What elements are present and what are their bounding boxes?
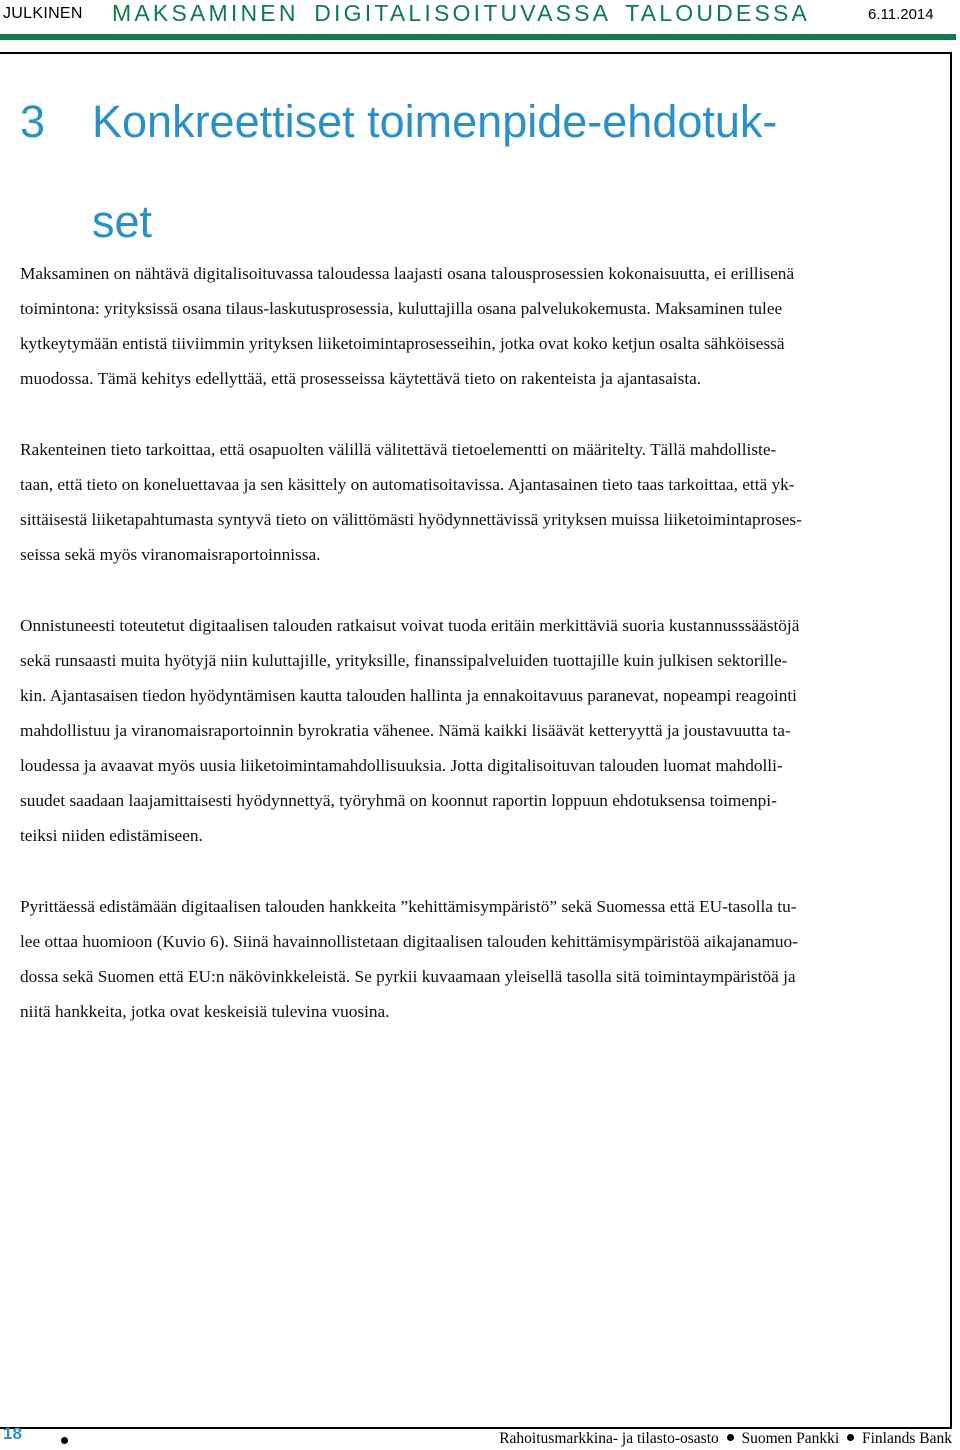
text-line: taan, että tieto on koneluettavaa ja sen käsittely on automatisoitavissa. Ajantasainen tieto taas tarkoittaa, että yk- <box>20 475 795 494</box>
text-line: teiksi niiden edistämiseen. <box>20 826 203 845</box>
paragraph-2 <box>20 432 935 572</box>
paragraph-1 <box>20 256 935 396</box>
text-line: Onnistuneesti toteutetut digitaalisen talouden ratkaisut voivat tuoda eritäin merkittäviä suoria kustannusssäästöjä <box>20 616 800 635</box>
text-line: mahdollistuu ja viranomaisraportoinnin byrokratia vähenee. Nämä kaikki lisäävät ketteryyttä ja joustavuutta ta- <box>20 721 791 740</box>
text-line: sekä runsaasti muita hyötyjä niin kuluttajille, yrityksille, finanssipalveluiden tuottajille kuin julkisen sektorille- <box>20 651 788 670</box>
section-heading <box>20 72 777 272</box>
text-line: lee ottaa huomioon (Kuvio 6). Siinä havainnollistetaan digitaalisen talouden kehittämisympäristöä aikajanamuo- <box>20 932 798 951</box>
text-line: dossa sekä Suomen että EU:n näkövinkkeleistä. Se pyrkii kuvaamaan yleisellä tasolla sitä toimintaympäristöä ja <box>20 967 796 986</box>
text-line: Rakenteinen tieto tarkoittaa, että osapuolten välillä välitettävä tietoelementti on määritelty. Tällä mahdolliste- <box>20 440 777 459</box>
text-line: suudet saadaan laajamittaisesti hyödynnettyä, työryhmä on koonnut raportin loppuun ehdotuksensa toimenpi- <box>20 791 777 810</box>
classification-label: JULKINEN <box>3 5 83 22</box>
footer-department: Rahoitusmarkkina- ja tilasto-osasto <box>499 1430 719 1447</box>
body-text <box>20 256 935 1065</box>
bullet-icon <box>727 1434 734 1441</box>
text-line: sittäisestä liiketapahtumasta syntyvä tieto on välittömästi hyödynnettävissä yrityksen muissa liiketoimintaproses- <box>20 510 802 529</box>
bullet-icon <box>61 1437 68 1444</box>
header-accent-bar <box>0 34 956 40</box>
text-line: kin. Ajantasaisen tiedon hyödyntämisen kautta talouden hallinta ja ennakoitavuus paranevat, nopeampi reagointi <box>20 686 797 705</box>
section-title-line1: Konkreettiset toimenpide-ehdotuk- <box>92 96 778 147</box>
paragraph-3 <box>20 608 935 853</box>
text-line: Maksaminen on nähtävä digitalisoituvassa taloudessa laajasti osana talousprosessien kokonaisuutta, ei erillisenä <box>20 264 795 283</box>
text-line: niitä hankkeita, jotka ovat keskeisiä tulevina vuosina. <box>20 1002 390 1021</box>
document-date: 6.11.2014 <box>868 6 934 23</box>
text-line: seissa sekä myös viranomaisraportoinnissa. <box>20 545 321 564</box>
bullet-icon <box>847 1434 854 1441</box>
footer-rule <box>0 1427 952 1429</box>
footer-bank-sv: Finlands Bank <box>862 1430 952 1447</box>
text-line: muodossa. Tämä kehitys edellyttää, että prosesseissa käytettävä tieto on rakenteista ja ajantasaista. <box>20 369 702 388</box>
section-title-line2: set <box>92 196 153 247</box>
text-line: Pyrittäessä edistämään digitaalisen talouden hankkeita ”kehittämisympäristö” sekä Suomessa että EU-tasolla tu- <box>20 897 797 916</box>
text-line: loudessa ja avaavat myös uusia liiketoimintamahdollisuuksia. Jotta digitalisoituvan talouden luomat mahdolli- <box>20 756 783 775</box>
text-line: kytkeytymään entistä tiiviimmin yrityksen liiketoimintaprosesseihin, jotka ovat koko ketjun osalta sähköisessä <box>20 334 785 353</box>
page-header <box>0 0 960 38</box>
document-title: MAKSAMINEN DIGITALISOITUVASSA TALOUDESSA <box>112 0 811 26</box>
text-line: toimintona: yrityksissä osana tilaus-laskutusprosessia, kuluttajilla osana palvelukokemusta. Maksaminen tulee <box>20 299 783 318</box>
footer-bank-fi: Suomen Pankki <box>741 1430 840 1447</box>
footer-attribution <box>499 1430 952 1448</box>
page-number: 18 <box>3 1424 22 1443</box>
paragraph-4 <box>20 889 935 1029</box>
section-number: 3 <box>20 96 46 147</box>
